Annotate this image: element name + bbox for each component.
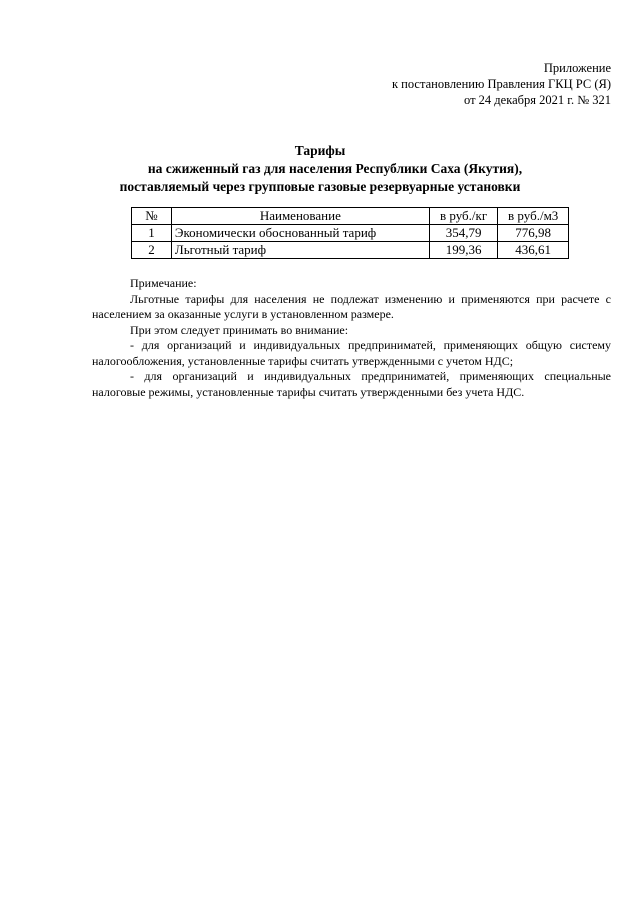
row-num: 2 — [132, 242, 172, 259]
row-price-m3: 776,98 — [498, 225, 569, 242]
row-num: 1 — [132, 225, 172, 242]
appendix-label: Приложение — [543, 61, 611, 75]
header-name: Наименование — [171, 208, 429, 225]
table-row — [132, 225, 569, 242]
appendix-resolution: к постановлению Правления ГКЦ РС (Я) — [391, 77, 611, 91]
title-delivery: поставляемый через групповые газовые резервуарные установки — [119, 179, 521, 194]
title-main: Тарифы — [294, 143, 346, 158]
notes-section — [92, 276, 611, 400]
row-price-kg: 354,79 — [429, 225, 498, 242]
notes-paragraph: - для организаций и индивидуальных предприниматей, применяющих специальные налоговые режимы, установленные тарифы считать утвержденными без учета НДС. — [92, 369, 611, 399]
tariff-table — [131, 207, 569, 259]
appendix-header — [392, 60, 611, 108]
notes-paragraph: При этом следует принимать во внимание: — [130, 322, 349, 337]
table-row — [132, 242, 569, 259]
notes-paragraph: - для организаций и индивидуальных предприниматей, применяющих общую систему налогообложения, установленные тарифы считать утвержденными с учетом НДС; — [92, 338, 611, 368]
row-price-kg: 199,36 — [429, 242, 498, 259]
header-per-m3: в руб./м3 — [498, 208, 569, 225]
row-name: Льготный тариф — [171, 242, 429, 259]
appendix-date-number: от 24 декабря 2021 г. № 321 — [463, 93, 611, 107]
row-name: Экономически обоснованный тариф — [171, 225, 429, 242]
notes-heading: Примечание: — [130, 276, 197, 290]
notes-paragraph: Льготные тарифы для населения не подлежат изменению и применяются при расчете с населением за оказанные услуги в установленном размере. — [92, 291, 611, 321]
table-header-row — [132, 208, 569, 225]
row-price-m3: 436,61 — [498, 242, 569, 259]
title-subject: на сжиженный газ для населения Республики Саха (Якутия), — [147, 161, 523, 176]
header-per-kg: в руб./кг — [429, 208, 498, 225]
header-num: № — [132, 208, 172, 225]
document-title — [0, 142, 640, 196]
